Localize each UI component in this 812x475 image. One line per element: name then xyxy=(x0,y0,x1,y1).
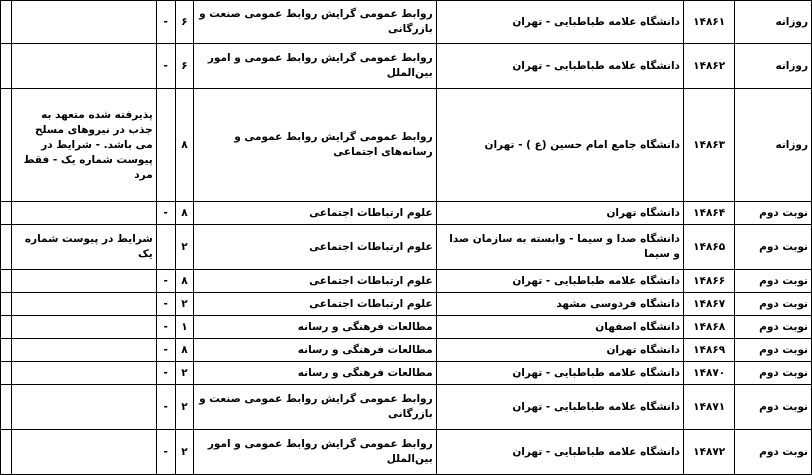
table-row xyxy=(1,293,812,316)
university-cell: دانشگاه علامه طباطبایی - تهران xyxy=(436,1,683,44)
capacity-cell: ۸ xyxy=(175,202,194,225)
tail-cell xyxy=(1,202,12,225)
blank-cell: - xyxy=(156,339,175,362)
study-type-cell: نوبت دوم xyxy=(735,225,812,270)
note-cell xyxy=(12,270,156,293)
study-type-cell: نوبت دوم xyxy=(735,293,812,316)
capacity-cell: ۸ xyxy=(175,270,194,293)
capacity-cell: ۲ xyxy=(175,385,194,430)
capacity-cell: ۶ xyxy=(175,1,194,44)
field-cell: روابط عمومی گرایش روابط عمومی و امور بین‌الملل xyxy=(194,44,436,89)
table-row xyxy=(1,44,812,89)
study-type-cell: روزانه xyxy=(735,89,812,202)
study-type-cell: نوبت دوم xyxy=(735,202,812,225)
tail-cell xyxy=(1,1,12,44)
program-code-cell: ۱۴۸۶۲ xyxy=(683,44,734,89)
blank-cell: - xyxy=(156,202,175,225)
university-cell: دانشگاه علامه طباطبایی - تهران xyxy=(436,270,683,293)
table-row xyxy=(1,225,812,270)
tail-cell xyxy=(1,44,12,89)
note-cell xyxy=(12,339,156,362)
capacity-cell: ۸ xyxy=(175,339,194,362)
study-type-cell: نوبت دوم xyxy=(735,270,812,293)
tail-cell xyxy=(1,293,12,316)
tail-cell xyxy=(1,362,12,385)
study-type-cell: روزانه xyxy=(735,44,812,89)
field-cell: علوم ارتباطات اجتماعی xyxy=(194,270,436,293)
blank-cell: - xyxy=(156,316,175,339)
blank-cell: - xyxy=(156,270,175,293)
university-cell: دانشگاه تهران xyxy=(436,202,683,225)
blank-cell xyxy=(156,225,175,270)
program-code-cell: ۱۴۸۶۸ xyxy=(683,316,734,339)
university-cell: دانشگاه تهران xyxy=(436,339,683,362)
blank-cell: - xyxy=(156,430,175,475)
field-cell: روابط عمومی گرایش روابط عمومی و رسانه‌های اجتماعی xyxy=(194,89,436,202)
note-cell xyxy=(12,1,156,44)
blank-cell: - xyxy=(156,44,175,89)
tail-cell xyxy=(1,316,12,339)
table-row xyxy=(1,270,812,293)
study-type-cell: نوبت دوم xyxy=(735,385,812,430)
university-cell: دانشگاه علامه طباطبایی - تهران xyxy=(436,362,683,385)
field-cell: روابط عمومی گرایش روابط عمومی و امور بین‌الملل xyxy=(194,430,436,475)
university-cell: دانشگاه فردوسی مشهد xyxy=(436,293,683,316)
study-type-cell: نوبت دوم xyxy=(735,362,812,385)
admissions-table-body xyxy=(1,0,812,475)
program-code-cell: ۱۴۸۶۹ xyxy=(683,339,734,362)
field-cell: روابط عمومی گرایش روابط عمومی صنعت و بازرگانی xyxy=(194,385,436,430)
university-cell: دانشگاه علامه طباطبایی - تهران xyxy=(436,385,683,430)
study-type-cell: روزانه xyxy=(735,1,812,44)
blank-cell: - xyxy=(156,293,175,316)
table-row xyxy=(1,430,812,475)
tail-cell xyxy=(1,225,12,270)
capacity-cell: ۲ xyxy=(175,362,194,385)
capacity-cell: ۶ xyxy=(175,44,194,89)
tail-cell xyxy=(1,339,12,362)
field-cell: مطالعات فرهنگی و رسانه xyxy=(194,362,436,385)
field-cell: مطالعات فرهنگی و رسانه xyxy=(194,316,436,339)
tail-cell xyxy=(1,270,12,293)
tail-cell xyxy=(1,89,12,202)
note-cell xyxy=(12,385,156,430)
program-code-cell: ۱۴۸۶۴ xyxy=(683,202,734,225)
university-cell: دانشگاه جامع امام حسین (ع ) - تهران xyxy=(436,89,683,202)
study-type-cell: نوبت دوم xyxy=(735,430,812,475)
program-code-cell: ۱۴۸۷۲ xyxy=(683,430,734,475)
capacity-cell: ۱ xyxy=(175,316,194,339)
note-cell xyxy=(12,430,156,475)
note-cell: پذیرفته شده متعهد به جذب در نیروهای مسلح می باشد. - شرایط در پیوست شماره یک - فقط مرد xyxy=(12,89,156,202)
tail-cell xyxy=(1,385,12,430)
program-code-cell: ۱۴۸۶۶ xyxy=(683,270,734,293)
blank-cell: - xyxy=(156,362,175,385)
study-type-cell: نوبت دوم xyxy=(735,316,812,339)
table-row xyxy=(1,362,812,385)
note-cell xyxy=(12,362,156,385)
capacity-cell: ۲ xyxy=(175,430,194,475)
table-row xyxy=(1,1,812,44)
program-code-cell: ۱۴۸۶۳ xyxy=(683,89,734,202)
university-cell: دانشگاه علامه طباطبایی - تهران xyxy=(436,44,683,89)
table-row xyxy=(1,202,812,225)
note-cell xyxy=(12,293,156,316)
table-row xyxy=(1,89,812,202)
study-type-cell: نوبت دوم xyxy=(735,339,812,362)
program-code-cell: ۱۴۸۶۱ xyxy=(683,1,734,44)
program-code-cell: ۱۴۸۷۰ xyxy=(683,362,734,385)
note-cell xyxy=(12,202,156,225)
capacity-cell: ۲ xyxy=(175,293,194,316)
program-code-cell: ۱۴۸۷۱ xyxy=(683,385,734,430)
table-row xyxy=(1,316,812,339)
program-code-cell: ۱۴۸۶۷ xyxy=(683,293,734,316)
note-cell xyxy=(12,44,156,89)
blank-cell: - xyxy=(156,1,175,44)
tail-cell xyxy=(1,430,12,475)
table-row xyxy=(1,339,812,362)
field-cell: مطالعات فرهنگی و رسانه xyxy=(194,339,436,362)
field-cell: روابط عمومی گرایش روابط عمومی صنعت و بازرگانی xyxy=(194,1,436,44)
blank-cell xyxy=(156,89,175,202)
blank-cell: - xyxy=(156,385,175,430)
capacity-cell: ۸ xyxy=(175,89,194,202)
note-cell xyxy=(12,316,156,339)
university-cell: دانشگاه علامه طباطبایی - تهران xyxy=(436,430,683,475)
field-cell: علوم ارتباطات اجتماعی xyxy=(194,202,436,225)
program-code-cell: ۱۴۸۶۵ xyxy=(683,225,734,270)
note-cell: شرایط در پیوست شماره یک xyxy=(12,225,156,270)
university-cell: دانشگاه صدا و سیما - وابسته به سازمان صدا و سیما xyxy=(436,225,683,270)
field-cell: علوم ارتباطات اجتماعی xyxy=(194,293,436,316)
table-row xyxy=(1,385,812,430)
field-cell: علوم ارتباطات اجتماعی xyxy=(194,225,436,270)
capacity-cell: ۲ xyxy=(175,225,194,270)
university-cell: دانشگاه اصفهان xyxy=(436,316,683,339)
